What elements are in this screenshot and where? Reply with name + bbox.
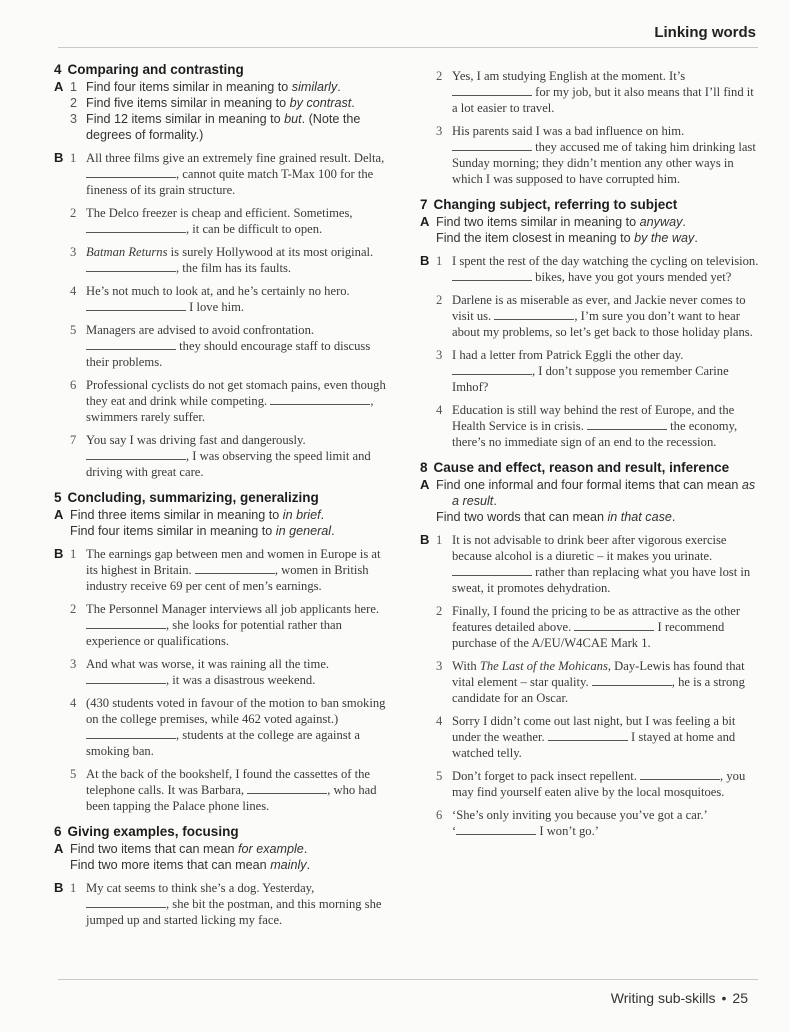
blank-field[interactable] <box>452 140 532 151</box>
s8-a1: A Find one informal and four formal items that can mean as a result. <box>420 477 756 508</box>
s8-a2: Find two words that can mean in that case. <box>436 510 676 524</box>
s5-b2: 2 The Personnel Manager interviews all job applicants here. , she looks for potential rather than experience or qualifications. <box>70 602 380 648</box>
s8-b6: 6 ‘She’s only inviting you because you’ve got a car.’ ‘ I won’t go.’ <box>436 808 708 838</box>
s7-a1: A Find two items similar in meaning to anyway. <box>420 214 686 229</box>
page-footer: Writing sub-skills • 25 <box>610 990 748 1006</box>
blank-field[interactable] <box>247 783 327 794</box>
blank-field[interactable] <box>452 270 532 281</box>
s6-b1: B 1 My cat seems to think she’s a dog. Yesterday, , she bit the postman, and this morning she jumped up and started licking my face. <box>54 880 382 927</box>
blank-field[interactable] <box>195 563 275 574</box>
s5-b5: 5 At the back of the bookshelf, I found the cassettes of the telephone calls. It was Barbara, , who had been tapping the Palace phone lines. <box>70 767 377 813</box>
blank-field[interactable] <box>548 730 628 741</box>
blank-field[interactable] <box>640 769 720 780</box>
s5-b1: B 1 The earnings gap between men and women in Europe is at its highest in Britain. , women in British industry receive 69 per cent of men’s earnings. <box>54 546 381 593</box>
section-5-title: 5 Concluding, summarizing, generalizing <box>54 490 319 505</box>
s7-a2: Find the item closest in meaning to by the way. <box>436 231 698 245</box>
s6-b2: 2 Yes, I am studying English at the moment. It’s for my job, but it also means that I’ll find it a lot easier to travel. <box>436 69 754 115</box>
s4-b5: 5 Managers are advised to avoid confrontation. they should encourage staff to discuss their problems. <box>70 323 371 369</box>
s4-b6: 6 Professional cyclists do not get stomach pains, even though they eat and drink while competing. , swimmers rarely suffer. <box>70 378 386 424</box>
section-8-title: 8 Cause and effect, reason and result, inference <box>420 460 730 475</box>
s4-b7: 7 You say I was driving fast and dangerously. , I was observing the speed limit and driving with great care. <box>70 433 371 479</box>
blank-field[interactable] <box>270 394 370 405</box>
s4-a3: 3 Find 12 items similar in meaning to but. (Note the degrees of formality.) <box>70 112 361 142</box>
blank-field[interactable] <box>86 167 176 178</box>
blank-field[interactable] <box>452 565 532 576</box>
blank-field[interactable] <box>86 618 166 629</box>
section-6-title: 6 Giving examples, focusing <box>54 824 239 839</box>
s7-b3: 3 I had a letter from Patrick Eggli the other day. , I don’t suppose you remember Carine Imhof? <box>436 348 729 394</box>
blank-field[interactable] <box>86 339 176 350</box>
s8-b5: 5 Don’t forget to pack insect repellent. , you may find yourself eaten alive by the local mosquitoes. <box>436 769 746 799</box>
s5-b3: 3 And what was worse, it was raining all the time. , it was a disastrous weekend. <box>70 657 330 687</box>
blank-field[interactable] <box>452 85 532 96</box>
section-4-title: 4 Comparing and contrasting <box>54 62 244 77</box>
s8-b3: 3 With The Last of the Mohicans, Day-Lewis has found that vital element – star quality. , he is a strong candidate for an Oscar. <box>436 659 745 705</box>
blank-field[interactable] <box>452 364 532 375</box>
left-column <box>54 62 390 928</box>
s6-b3: 3 His parents said I was a bad influence on him. they accused me of taking him drinking last Sunday morning; they didn’t mention any other ways in which I was supposed to have corrupted him. <box>436 124 756 186</box>
page-header-title: Linking words <box>654 24 756 41</box>
s5-b4: 4 (430 students voted in favour of the motion to ban smoking on the college premises, while 462 voted against.) , students at the college are against a smoking ban. <box>70 696 386 758</box>
s4-b3: 3 Batman Returns is surely Hollywood at its most original. , the film has its faults. <box>70 245 374 275</box>
s6-a2: Find two more items that can mean mainly. <box>70 858 311 872</box>
s4-b4: 4 He’s not much to look at, and he’s certainly no hero. I love him. <box>70 284 350 314</box>
footer-divider <box>58 979 758 980</box>
s8-b2: 2 Finally, I found the pricing to be as attractive as the other features detailed above. I recommend purchase of the A/EU/W4CAE Mark 1. <box>436 604 741 650</box>
blank-field[interactable] <box>494 309 574 320</box>
s5-a2: Find four items similar in meaning to in general. <box>70 524 335 538</box>
blank-field[interactable] <box>574 620 654 631</box>
blank-field[interactable] <box>86 897 166 908</box>
page-number: 25 <box>732 990 748 1006</box>
right-column <box>420 68 760 839</box>
s8-b4: 4 Sorry I didn’t come out last night, but I was feeling a bit under the weather. I stayed at home and watched telly. <box>436 714 736 760</box>
s7-b1: B 1 I spent the rest of the day watching the cycling on television. bikes, have you got yours mended yet? <box>420 253 759 284</box>
s7-b2: 2 Darlene is as miserable as ever, and Jackie never comes to visit us. , I’m sure you don’t want to hear about my problems, so let’s get back to those holiday plans. <box>436 293 753 339</box>
s8-b1: B 1 It is not advisable to drink beer after vigorous exercise because alcohol is a diuretic – it makes you urinate. rather than replacing what you have lost in sweat, it promotes dehydration. <box>420 532 751 595</box>
blank-field[interactable] <box>86 222 186 233</box>
s4-b2: 2 The Delco freezer is cheap and efficient. Sometimes, , it can be difficult to open. <box>70 206 353 236</box>
blank-field[interactable] <box>86 728 176 739</box>
blank-field[interactable] <box>86 449 186 460</box>
section-7-title: 7 Changing subject, referring to subject <box>420 197 678 212</box>
s4-b1: B 1 All three films give an extremely fine grained result. Delta, , cannot quite match T-Max 100 for the fineness of its grain structure. <box>54 150 385 197</box>
blank-field[interactable] <box>86 673 166 684</box>
blank-field[interactable] <box>86 300 186 311</box>
s4-a2: 2 Find five items similar in meaning to by contrast. <box>70 96 355 110</box>
s4-a1: A 1 Find four items similar in meaning to similarly. <box>54 79 341 94</box>
blank-field[interactable] <box>592 675 672 686</box>
blank-field[interactable] <box>587 419 667 430</box>
blank-field[interactable] <box>86 261 176 272</box>
s6-a1: A Find two items that can mean for example. <box>54 841 308 856</box>
s5-a1: A Find three items similar in meaning to in brief. <box>54 507 325 522</box>
s7-b4: 4 Education is still way behind the rest of Europe, and the Health Service is in crisis. the economy, there’s no immediate sign of an end to the recession. <box>436 403 738 449</box>
header-divider <box>58 47 758 48</box>
blank-field[interactable] <box>456 824 536 835</box>
